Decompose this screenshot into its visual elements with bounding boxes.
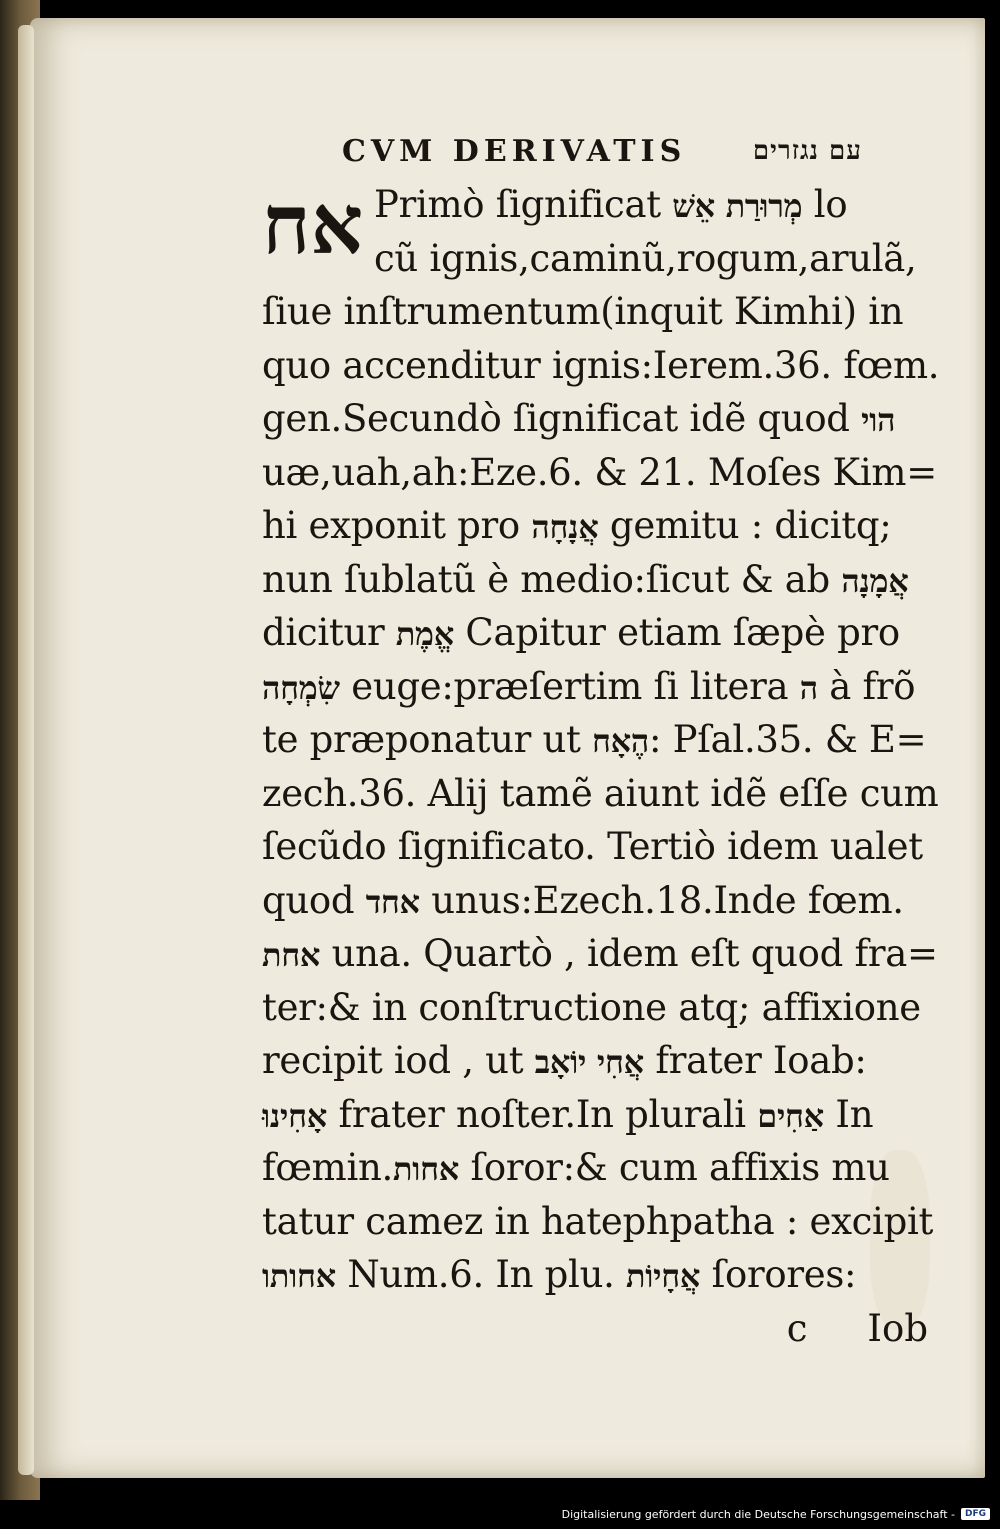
latin-text: lo (802, 183, 848, 226)
latin-text: quod (262, 878, 366, 922)
hebrew-word: שִׂמְחָה (262, 668, 340, 707)
text-line (262, 660, 952, 714)
text-line (262, 1141, 952, 1195)
text-block (262, 128, 952, 1355)
text-line (262, 178, 952, 232)
hebrew-word: הוי (861, 401, 896, 439)
latin-text: gemitu : dicitq; (598, 504, 892, 547)
text-line (262, 1034, 952, 1088)
hebrew-word: אֲחָיוֹת (626, 1257, 701, 1295)
text-line (262, 553, 952, 607)
latin-text: à frõ (817, 664, 916, 708)
digitization-footer (562, 1503, 990, 1525)
latin-text: tatur camez in hatephpatha : excipit (262, 1199, 934, 1243)
hebrew-word: אֲחִי יוֹאָב (534, 1043, 644, 1081)
page-spine-edge (18, 25, 34, 1475)
text-line (262, 981, 952, 1035)
text-line (262, 606, 952, 660)
hebrew-word: אחות (393, 1150, 459, 1188)
dictionary-entry (262, 178, 952, 1302)
entry-lines (262, 178, 952, 1302)
latin-text: ſorores: (700, 1253, 857, 1296)
hebrew-word: אֲנָחָה (531, 508, 599, 546)
running-header (342, 128, 862, 174)
text-line (262, 499, 952, 553)
latin-text: In (823, 1092, 874, 1136)
latin-text: hi exponit pro (262, 504, 532, 547)
drop-cap-hebrew: אח (262, 177, 364, 273)
latin-text: ſiue inſtrumentum(inquit Kimhi) in (262, 290, 904, 333)
latin-text: Num.6. In plu. (335, 1253, 627, 1296)
latin-text: te præponatur ut (262, 718, 593, 761)
text-line (262, 767, 952, 821)
text-line (262, 927, 952, 981)
footer-text: Digitalisierung gefördert durch die Deutsche Forschungsgemeinschaft - (561, 1507, 955, 1521)
latin-text: recipit iod , ut (262, 1039, 535, 1082)
latin-text: fœmin. (262, 1146, 393, 1189)
text-line (262, 1248, 952, 1302)
latin-text: Primò ſignificat (374, 183, 673, 226)
text-line (262, 820, 952, 874)
hebrew-word: אחותו (262, 1257, 336, 1295)
latin-text: frater noſter.In plurali (326, 1092, 758, 1136)
dfg-logo: DFG (961, 1508, 990, 1520)
latin-text: dicitur (262, 611, 396, 654)
catchword-line (262, 1302, 952, 1356)
text-line (262, 232, 952, 286)
hebrew-word: אֱמֶת (395, 615, 454, 653)
hebrew-word: אחת (262, 936, 321, 974)
text-line (262, 713, 952, 767)
catchword: Iob (867, 1306, 928, 1350)
hebrew-word: אָחִינוּ (262, 1096, 327, 1135)
latin-text: unus:Ezech.18.Inde fœm. (419, 878, 904, 922)
hebrew-word: מְרוּרַת אֵשׁ (672, 187, 803, 225)
latin-text: : Pſal.35. & E= (649, 718, 927, 761)
latin-text: ſoror:& cum affixis mu (459, 1146, 890, 1189)
latin-text: una. Quartò , idem eſt quod fra= (320, 932, 938, 975)
text-line (262, 446, 952, 500)
latin-text: euge:præſertim ſi litera (339, 664, 800, 708)
latin-text: ter:& in conſtructione atq; affixione (262, 985, 921, 1029)
text-line (262, 874, 952, 928)
latin-text: zech.36. Alij tamẽ aiunt idẽ eſſe cum (262, 771, 939, 815)
header-latin: CVM DERIVATIS (342, 133, 687, 169)
hebrew-word: ה (799, 668, 818, 707)
latin-text: gen.Secundò ſignificat idẽ quod (262, 397, 862, 440)
latin-text: uæ,uah,ah:Eze.6. & 21. Moſes Kim= (262, 450, 937, 494)
text-line (262, 285, 952, 339)
latin-text: nun ſublatũ è medio:ſicut & ab (262, 557, 842, 601)
text-line (262, 1195, 952, 1249)
latin-text: cũ ignis,caminũ,rogum,arulã, (374, 236, 917, 280)
hebrew-word: הֶאָח (592, 722, 650, 760)
text-line (262, 1088, 952, 1142)
latin-text: quo accenditur ignis:Ierem.36. fœm. (262, 343, 940, 387)
text-line (262, 392, 952, 446)
latin-text: frater Ioab: (643, 1039, 867, 1082)
hebrew-word: אחד (365, 882, 420, 921)
header-hebrew: עם נגזרים (752, 136, 862, 166)
signature-mark: c (786, 1306, 808, 1350)
latin-text: ſecũdo ſignificato. Tertiò idem ualet (262, 825, 923, 868)
hebrew-word: אַחִים (757, 1096, 824, 1135)
text-line (262, 339, 952, 393)
hebrew-word: אֲמָנָה (841, 561, 909, 600)
latin-text: Capitur etiam ſæpè pro (453, 611, 900, 654)
